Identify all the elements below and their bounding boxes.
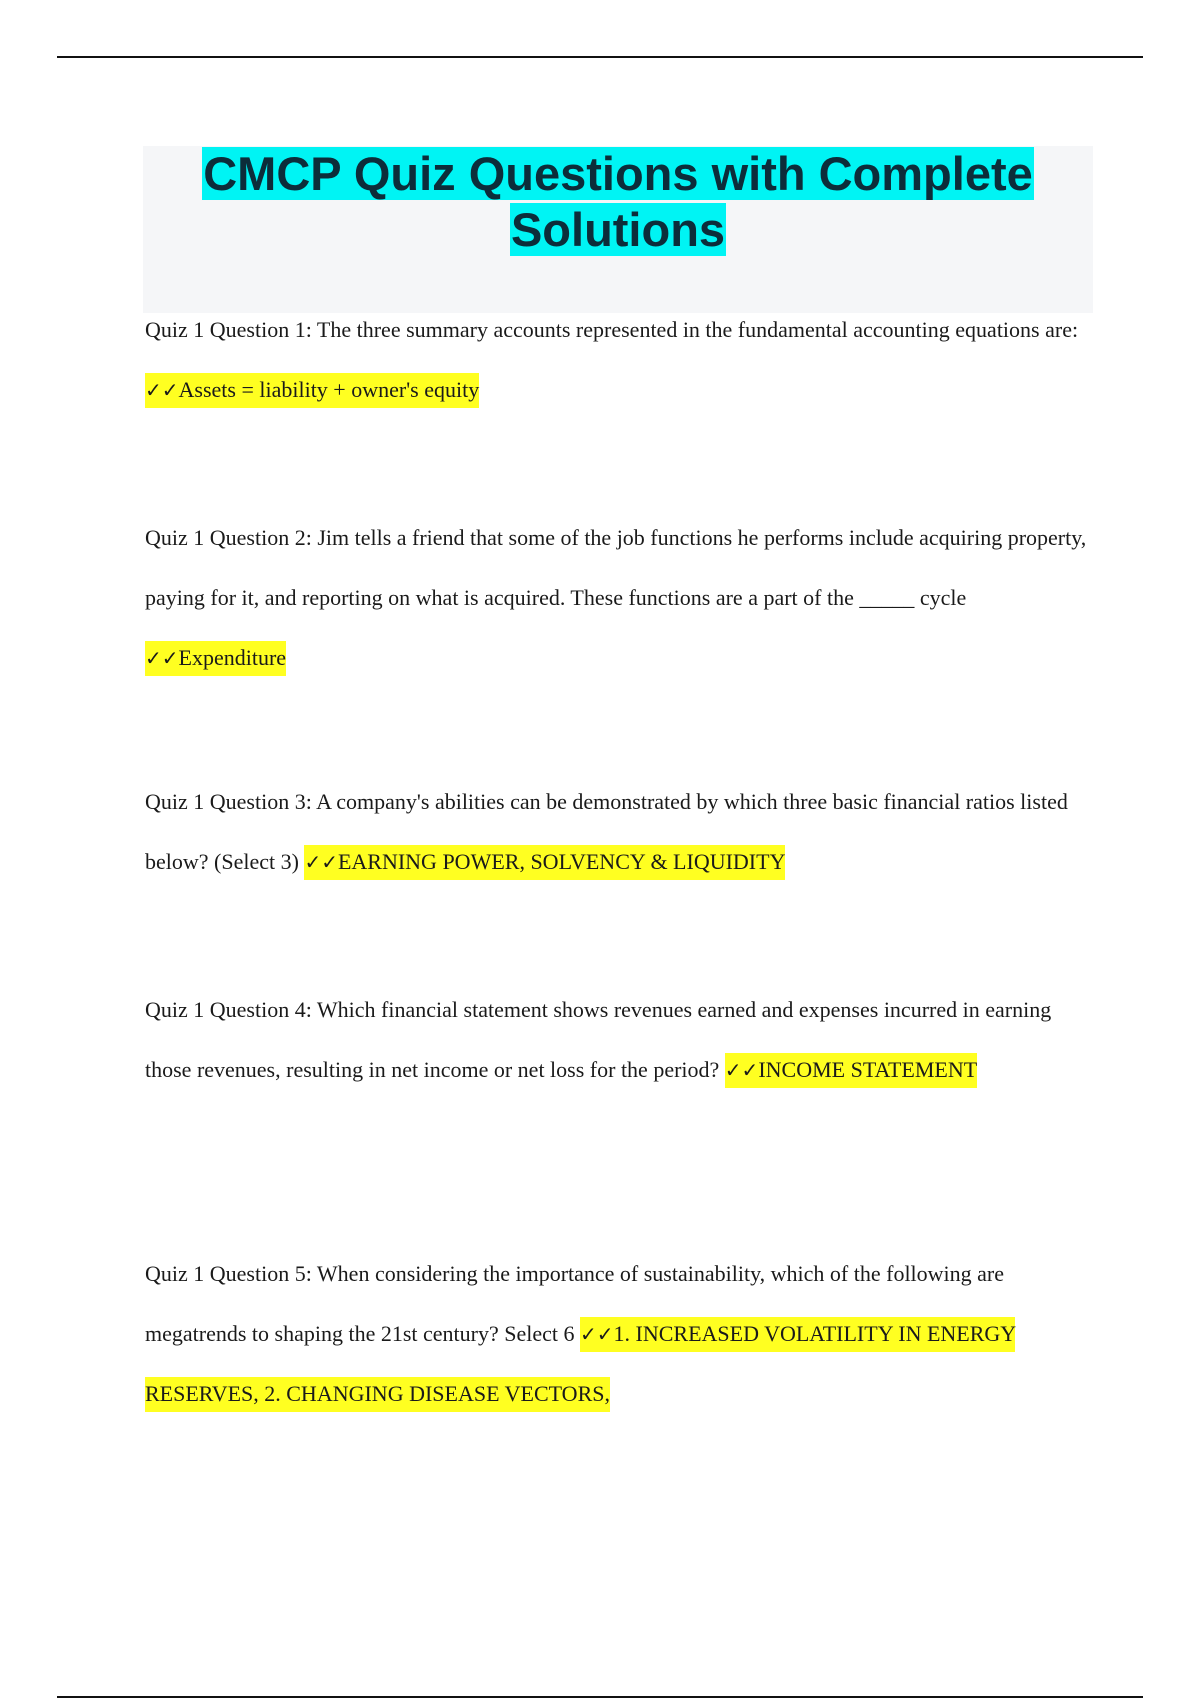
title-banner (143, 146, 1093, 313)
question-text: Quiz 1 Question 2: Jim tells a friend that some of the job functions he performs include acquiring property, paying for it, and reporting on what is acquired. These functions are a part of the _____ cycle (145, 525, 1087, 610)
question-1 (145, 300, 1095, 420)
question-text: Quiz 1 Question 5: When considering the importance of sustainability, which of the following are megatrends to shaping the 21st century? Select 6 (145, 1261, 1005, 1346)
check-icon: ✓✓ (304, 850, 338, 874)
answer-text: Expenditure (178, 645, 287, 670)
question-text: Quiz 1 Question 1: The three summary accounts represented in the fundamental accounting equations are: (145, 317, 1079, 342)
answer-text: Assets = liability + owner's equity (178, 377, 480, 402)
check-icon: ✓✓ (145, 646, 179, 670)
answer-text: INCOME STATEMENT (758, 1057, 978, 1082)
title-line-1: CMCP Quiz Questions with Complete (203, 147, 1033, 200)
answer-text: EARNING POWER, SOLVENCY & LIQUIDITY (337, 849, 786, 874)
answer-highlight (725, 1053, 977, 1088)
question-text: Quiz 1 Question 4: Which financial statement shows revenues earned and expenses incurred in earning those revenues, resulting in net income or net loss for the period? (145, 997, 1052, 1082)
document-title (143, 146, 1093, 258)
question-2 (145, 508, 1095, 688)
answer-highlight (304, 845, 785, 880)
title-line-2: Solutions (510, 203, 726, 256)
answer-text: 1. INCREASED VOLATILITY IN ENERGY RESERVES, 2. CHANGING DISEASE VECTORS, (145, 1321, 1016, 1406)
check-icon: ✓✓ (145, 378, 179, 402)
answer-highlight (145, 373, 479, 408)
answer-highlight (145, 641, 286, 676)
question-text: Quiz 1 Question 3: A company's abilities can be demonstrated by which three basic financial ratios listed below? (Select 3) (145, 789, 1068, 874)
question-3 (145, 772, 1095, 892)
question-5 (145, 1244, 1095, 1424)
bottom-rule (57, 1696, 1143, 1698)
top-rule (57, 56, 1143, 58)
check-icon: ✓✓ (580, 1322, 614, 1346)
check-icon: ✓✓ (724, 1058, 759, 1082)
question-4 (145, 980, 1095, 1100)
